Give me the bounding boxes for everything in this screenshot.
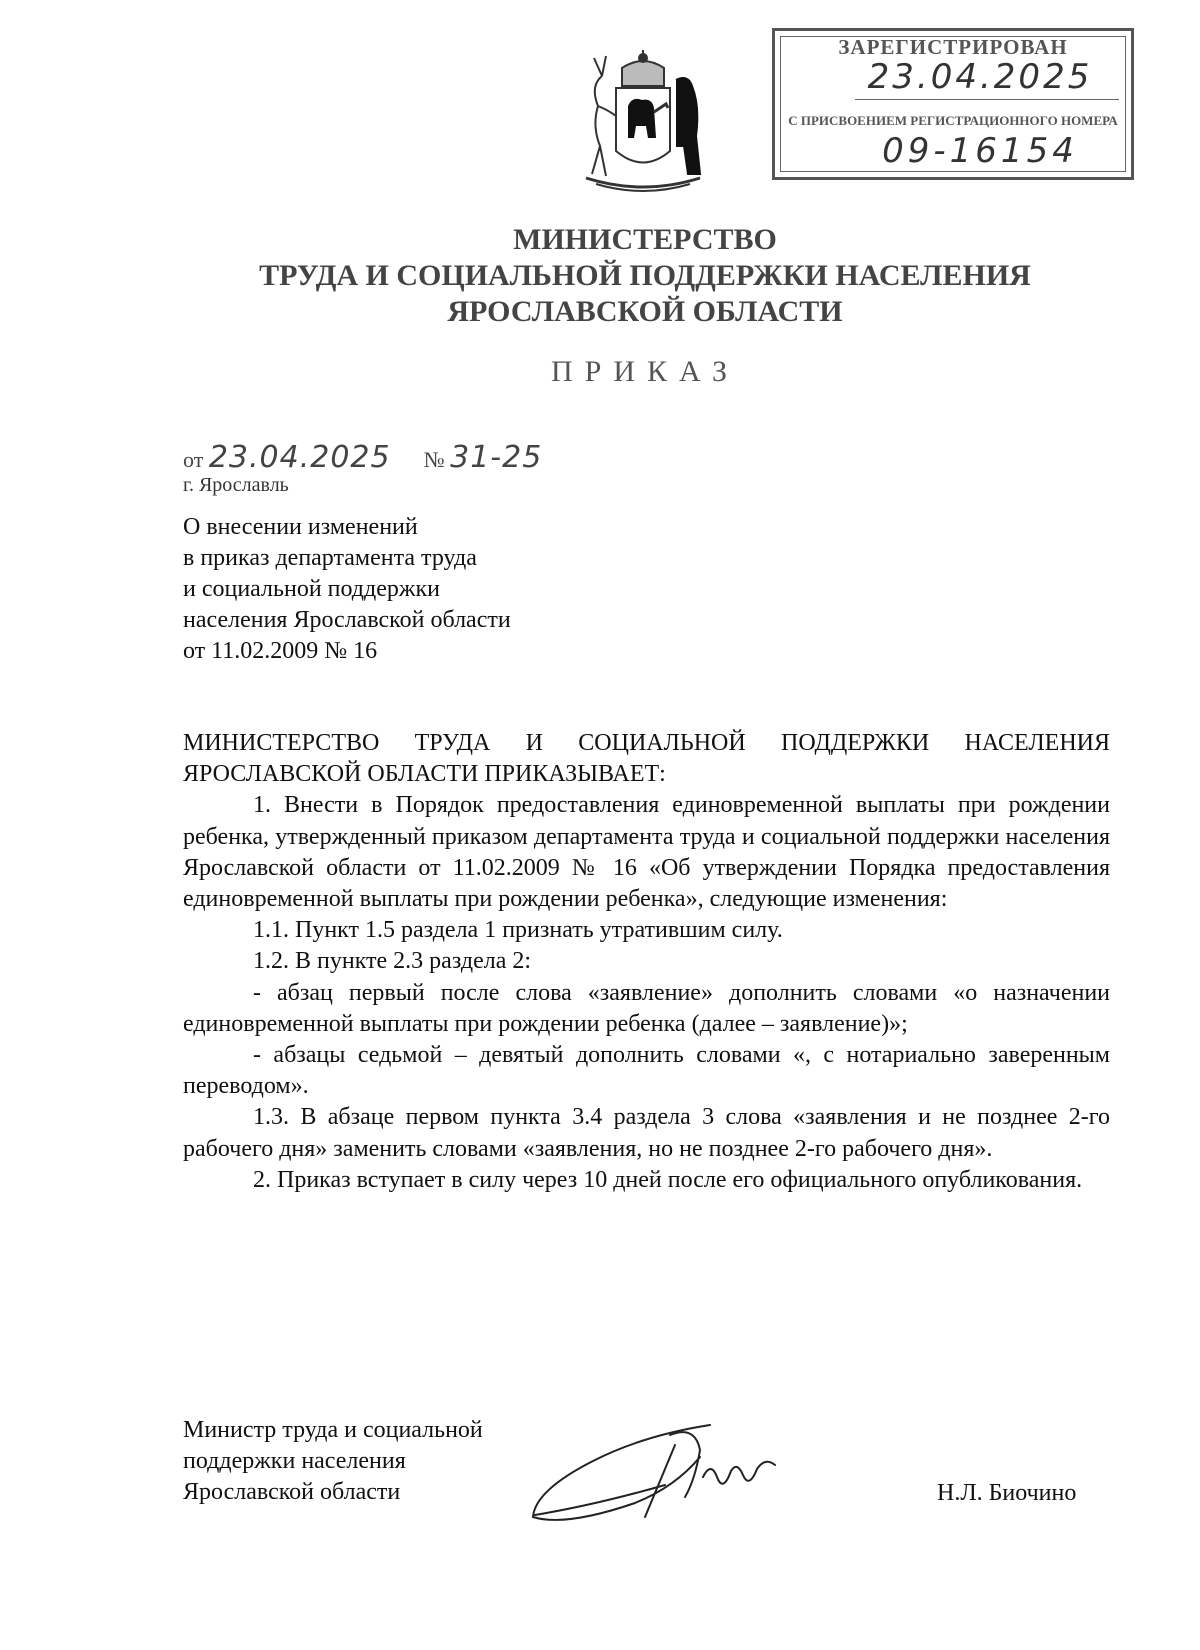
paragraph: 1.3. В абзаце первом пункта 3.4 раздела 3 слова «заявления и не позднее 2-го рабочего дня» заменить словами «заявления, но не позднее 2-го рабочего дня». bbox=[183, 1104, 1110, 1162]
subject-line: населения Ярославской области bbox=[183, 607, 511, 633]
signatory-name: Н.Л. Биочино bbox=[937, 1480, 1077, 1506]
paragraph: 1. Внести в Порядок предоставления единовременной выплаты при рождении ребенка, утвержденный приказом департамента труда и социальной поддержки населения Ярославской области от 11.02.2009 № 16 «Об утверждении Порядка предоставления единовременной выплаты при рождении ребенка», следующие изменения: bbox=[183, 792, 1110, 913]
stamp-subtitle: С ПРИСВОЕНИЕМ РЕГИСТРАЦИОННОГО НОМЕРА bbox=[788, 113, 1118, 128]
order-body bbox=[183, 728, 1110, 1196]
paragraph: 1.2. В пункте 2.3 раздела 2: bbox=[253, 948, 532, 975]
city: г. Ярославль bbox=[183, 474, 289, 496]
from-label: от bbox=[183, 447, 204, 472]
order-number: 31-25 bbox=[450, 440, 543, 475]
ministry-line-1: МИНИСТЕРСТВО bbox=[513, 223, 777, 256]
order-date-line bbox=[183, 440, 542, 475]
handwritten-signature bbox=[525, 1405, 795, 1535]
paragraph: - абзац первый после слова «заявление» дополнить словами «о назначении единовременной выплаты при рождении ребенка (далее – заявление)»; bbox=[183, 979, 1110, 1037]
subject-line: О внесении изменений bbox=[183, 514, 418, 540]
number-label: № bbox=[423, 447, 445, 472]
coat-of-arms-bear-icon bbox=[572, 46, 714, 196]
paragraph: 1.1. Пункт 1.5 раздела 1 признать утратившим силу. bbox=[253, 917, 783, 944]
preamble: МИНИСТЕРСТВО ТРУДА И СОЦИАЛЬНОЙ ПОДДЕРЖКИ НАСЕЛЕНИЯ ЯРОСЛАВСКОЙ ОБЛАСТИ ПРИКАЗЫВАЕТ: bbox=[183, 730, 1110, 788]
stamp-title: ЗАРЕГИСТРИРОВАН bbox=[838, 35, 1068, 59]
stamp-number: 09-16154 bbox=[882, 131, 1078, 171]
position-line: Министр труда и социальной bbox=[183, 1417, 483, 1443]
order-date: 23.04.2025 bbox=[208, 440, 391, 475]
order-title: ПРИКАЗ bbox=[551, 355, 739, 388]
ministry-header bbox=[0, 222, 1200, 330]
subject-line: от 11.02.2009 № 16 bbox=[183, 638, 378, 664]
position-line: Ярославской области bbox=[183, 1479, 401, 1505]
ministry-line-3: ЯРОСЛАВСКОЙ ОБЛАСТИ bbox=[447, 295, 843, 328]
stamp-date: 23.04.2025 bbox=[867, 57, 1093, 97]
signatory-position bbox=[183, 1415, 483, 1508]
subject-line: в приказ департамента труда bbox=[183, 545, 477, 571]
position-line: поддержки населения bbox=[183, 1448, 406, 1474]
paragraph: - абзацы седьмой – девятый дополнить словами «, с нотариально заверенным переводом». bbox=[183, 1042, 1110, 1100]
registration-stamp bbox=[772, 28, 1134, 180]
paragraph: 2. Приказ вступает в силу через 10 дней после его официального опубликования. bbox=[253, 1166, 1083, 1193]
order-subject bbox=[183, 512, 511, 667]
ministry-line-2: ТРУДА И СОЦИАЛЬНОЙ ПОДДЕРЖКИ НАСЕЛЕНИЯ bbox=[259, 259, 1031, 292]
subject-line: и социальной поддержки bbox=[183, 576, 440, 602]
